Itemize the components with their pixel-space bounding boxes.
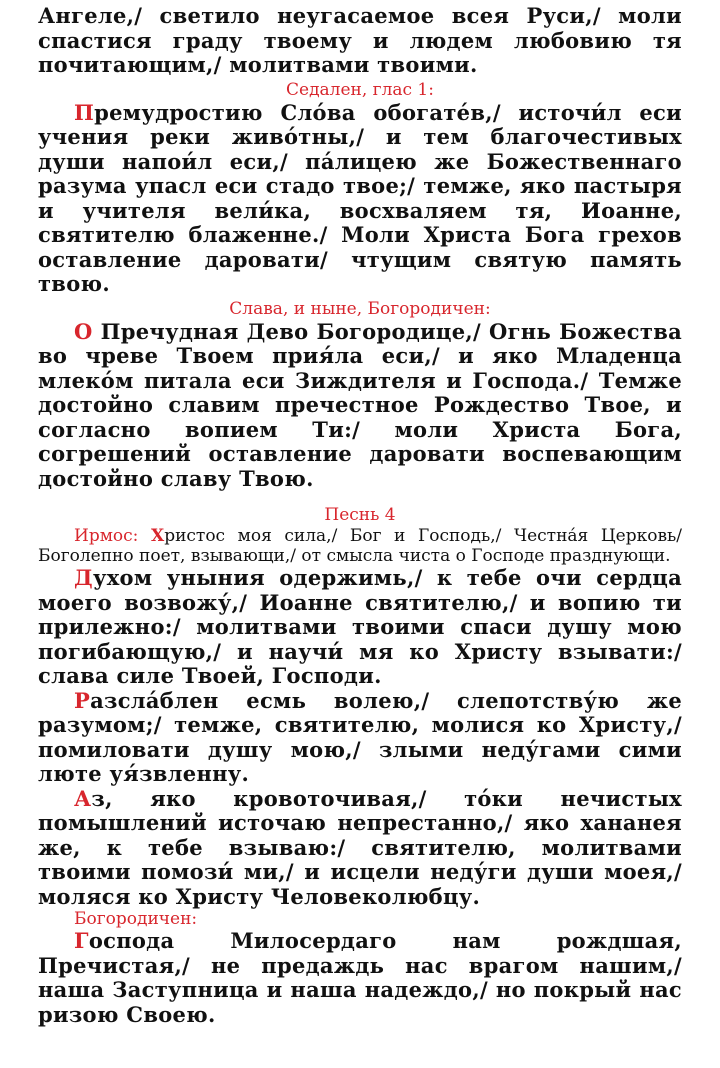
troparion-text: ухом уныния одержимь,/ к тебе очи сердца моего возвожу́,/ Иоанне святителю,/ и вопию ти прилежно:/ молитвами твоими спаси душу мою погибающую,/ и научи́ мя ко Христу взывати:/ слава силе Твоей, Господи. (38, 565, 682, 688)
drop-initial: А (74, 785, 92, 811)
troparion-paragraph (38, 566, 682, 689)
theotokion-label: Богородичен: (74, 909, 198, 929)
troparion-paragraph (38, 787, 682, 910)
intro-paragraph (38, 4, 682, 78)
drop-initial: Д (74, 565, 93, 590)
troparion-paragraph (38, 689, 682, 787)
theotokion-heading: Слава, и ныне, Богородичен: (229, 298, 491, 319)
drop-initial: П (74, 99, 95, 125)
theotokion-paragraph (38, 320, 682, 492)
theotokion-text: Пречудная Дево Богородице,/ Огнь Божества во чреве Твоем прия́ла еси,/ и яко Младенца млеко́м питала еси Зиждителя и Господа./ Темже достойно славим пречестное Рождество Твое, и согласно вопием Ти:/ моли Христа Бога, согрешений оставление даровати воспевающим достойно славу Твою. (38, 318, 682, 491)
drop-initial: Х (150, 526, 165, 546)
drop-initial: Р (74, 687, 91, 713)
ode-theotokion-text: оспода Милосердаго нам рождшая, Пречистая,/ не предаждь нас врагом нашим,/ наша Заступница и наша надеждо,/ но покрый нас ризою Своею. (38, 928, 682, 1027)
intro-text: Ангеле,/ светило неугасаемое всея Руси,/ моли спастися граду твоему и людем любовию тя почитающим,/ молитвами твоими. (38, 3, 682, 77)
irmos-label: Ирмос: (74, 526, 151, 546)
sedalen-paragraph (38, 101, 682, 297)
ode-heading: Песнь 4 (324, 505, 396, 525)
drop-initial: О (74, 318, 93, 344)
drop-initial: Г (74, 928, 89, 953)
sedalen-heading: Седален, глас 1: (286, 79, 434, 100)
troparion-text: з, яко кровоточивая,/ то́ки нечистых помышлений источаю непрестанно,/ яко хананея же, к тебе взываю:/ святителю, молитвами твоими помози́ ми,/ и исцели неду́ги души моея,/ моляся ко Христу Человеколюбцу. (38, 785, 682, 909)
troparion-text: азсла́блен есмь волею,/ слепотству́ю же разумом;/ темже, святителю, молися ко Христу,/ помиловати душу мою,/ злыми неду́гами сими люте уя́звленну. (38, 687, 682, 786)
irmos-text: ристос моя сила,/ Бог и Господь,/ Честна́я Церковь/ Боголепно поет, взывающи,/ от смысла чиста о Господе празднующи. (38, 526, 682, 566)
sedalen-text: ремудростию Сло́ва обогате́в,/ источи́л еси учения реки живо́тны,/ и тем благочестивых души напои́л еси,/ па́лицею же Божественнаго разума упасл еси стадо твое;/ темже, яко пастыря и учителя вели́ка, восхваляем тя, Иоанне, святителю блаженне./ Моли Христа Бога грехов оставление даровати/ чтущим святую память твою. (38, 99, 682, 296)
ode-theotokion-paragraph (38, 929, 682, 1027)
irmos-paragraph (38, 526, 682, 566)
